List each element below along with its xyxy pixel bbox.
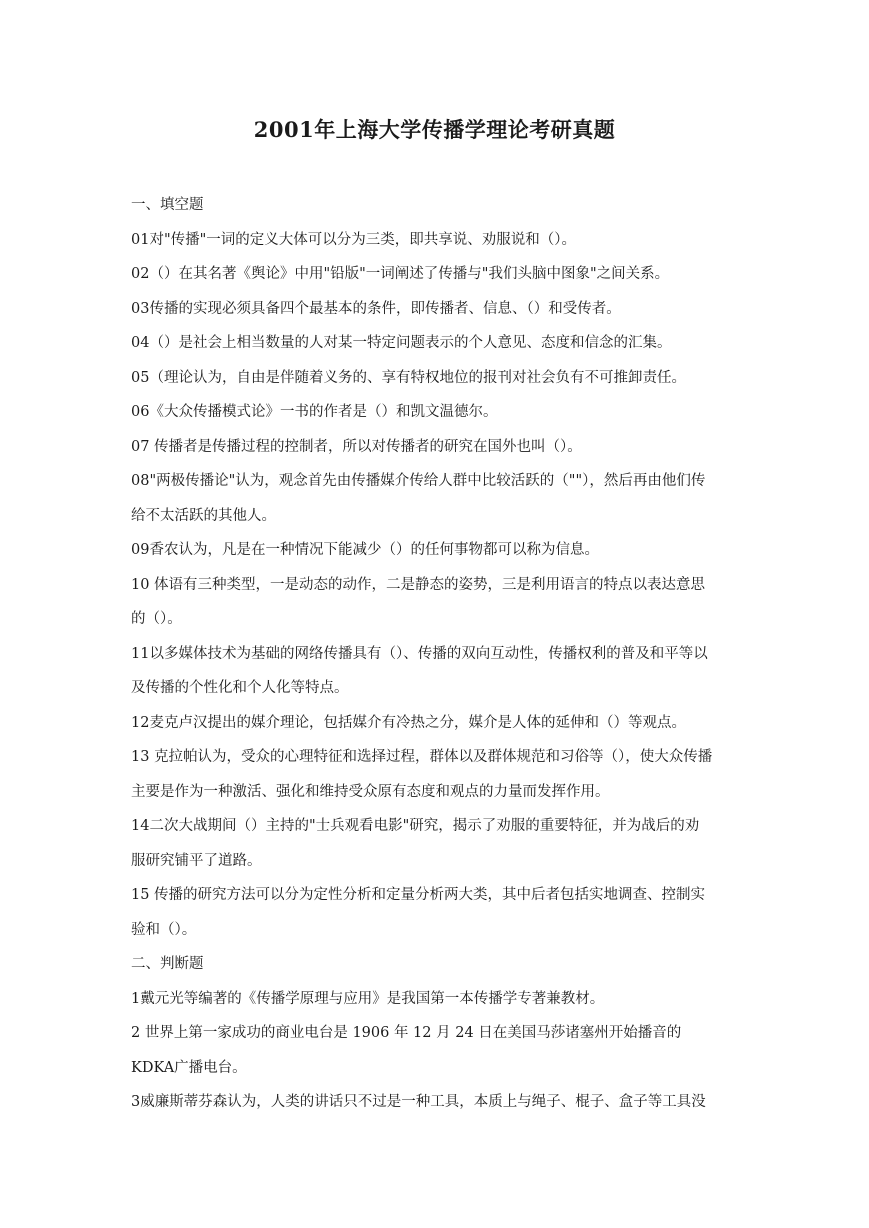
question-line: 12麦克卢汉提出的媒介理论，包括媒介有冷热之分，媒介是人体的延伸和（）等观点。 bbox=[131, 714, 686, 731]
question-line: 06《大众传播模式论》一书的作者是（）和凯文温德尔。 bbox=[131, 404, 498, 420]
question-line: 的（）。 bbox=[131, 611, 182, 627]
question-line: 15 传播的研究方法可以分为定性分析和定量分析两大类，其中后者包括实地调查、控制实 bbox=[131, 887, 706, 903]
question-line: 04（）是社会上相当数量的人对某一特定问题表示的个人意见、态度和信念的汇集。 bbox=[131, 335, 672, 351]
question-line: 1戴元光等编著的《传播学原理与应用》是我国第一本传播学专著兼教材。 bbox=[131, 990, 605, 1007]
question-line: 主要是作为一种激活、强化和维持受众原有态度和观点的力量而发挥作用。 bbox=[131, 783, 610, 800]
question-line: 给不太活跃的其他人。 bbox=[131, 507, 276, 524]
question-line: 验和（）。 bbox=[131, 921, 197, 938]
question-line: 07 传播者是传播过程的控制者，所以对传播者的研究在国外也叫（）。 bbox=[131, 438, 582, 455]
section-heading-true-false: 二、判断题 bbox=[131, 956, 204, 972]
question-line: 09香农认为，凡是在一种情况下能减少（）的任何事物都可以称为信息。 bbox=[131, 542, 599, 558]
question-line: 服研究铺平了道路。 bbox=[131, 852, 262, 869]
question-line: 08"两极传播论"认为，观念首先由传播媒介传给人群中比较活跃的（""），然后再由他们传 bbox=[131, 473, 706, 489]
section-heading-fill-blank: 一、填空题 bbox=[131, 197, 204, 213]
document-title: 2001年上海大学传播学理论考研真题 bbox=[253, 117, 616, 142]
question-line: 01对"传播"一词的定义大体可以分为三类，即共享说、劝服说和（）。 bbox=[131, 231, 577, 248]
question-line: 13 克拉帕认为，受众的心理特征和选择过程，群体以及群体规范和习俗等（），使大众传播 bbox=[131, 749, 713, 765]
question-line: 11以多媒体技术为基础的网络传播具有（）、传播的双向互动性，传播权利的普及和平等以 bbox=[131, 645, 708, 662]
question-line: 10 体语有三种类型，一是动态的动作，二是静态的姿势，三是利用语言的特点以表达意思 bbox=[131, 576, 706, 593]
question-line: 03传播的实现必须具备四个最基本的条件，即传播者、信息、（）和受传者。 bbox=[131, 300, 621, 317]
question-line: 14二次大战期间（）主持的"士兵观看电影"研究，揭示了劝服的重要特征，并为战后的劝 bbox=[131, 818, 700, 834]
question-line: 3威廉斯蒂芬森认为，人类的讲话只不过是一种工具，本质上与绳子、棍子、盒子等工具没 bbox=[131, 1094, 706, 1110]
question-line: 02（）在其名著《舆论》中用"铅版"一词阐述了传播与"我们头脑中图象"之间关系。 bbox=[131, 266, 670, 282]
question-line: 2 世界上第一家成功的商业电台是 1906 年 12 月 24 日在美国马莎诸塞州开始播音的 bbox=[131, 1025, 682, 1041]
document-body bbox=[131, 188, 740, 1120]
question-line: 及传播的个性化和个人化等特点。 bbox=[131, 680, 349, 696]
question-line: 05（理论认为，自由是伴随着义务的、享有特权地位的报刊对社会负有不可推卸责任。 bbox=[131, 369, 686, 386]
question-line: KDKA广播电台。 bbox=[131, 1059, 247, 1076]
